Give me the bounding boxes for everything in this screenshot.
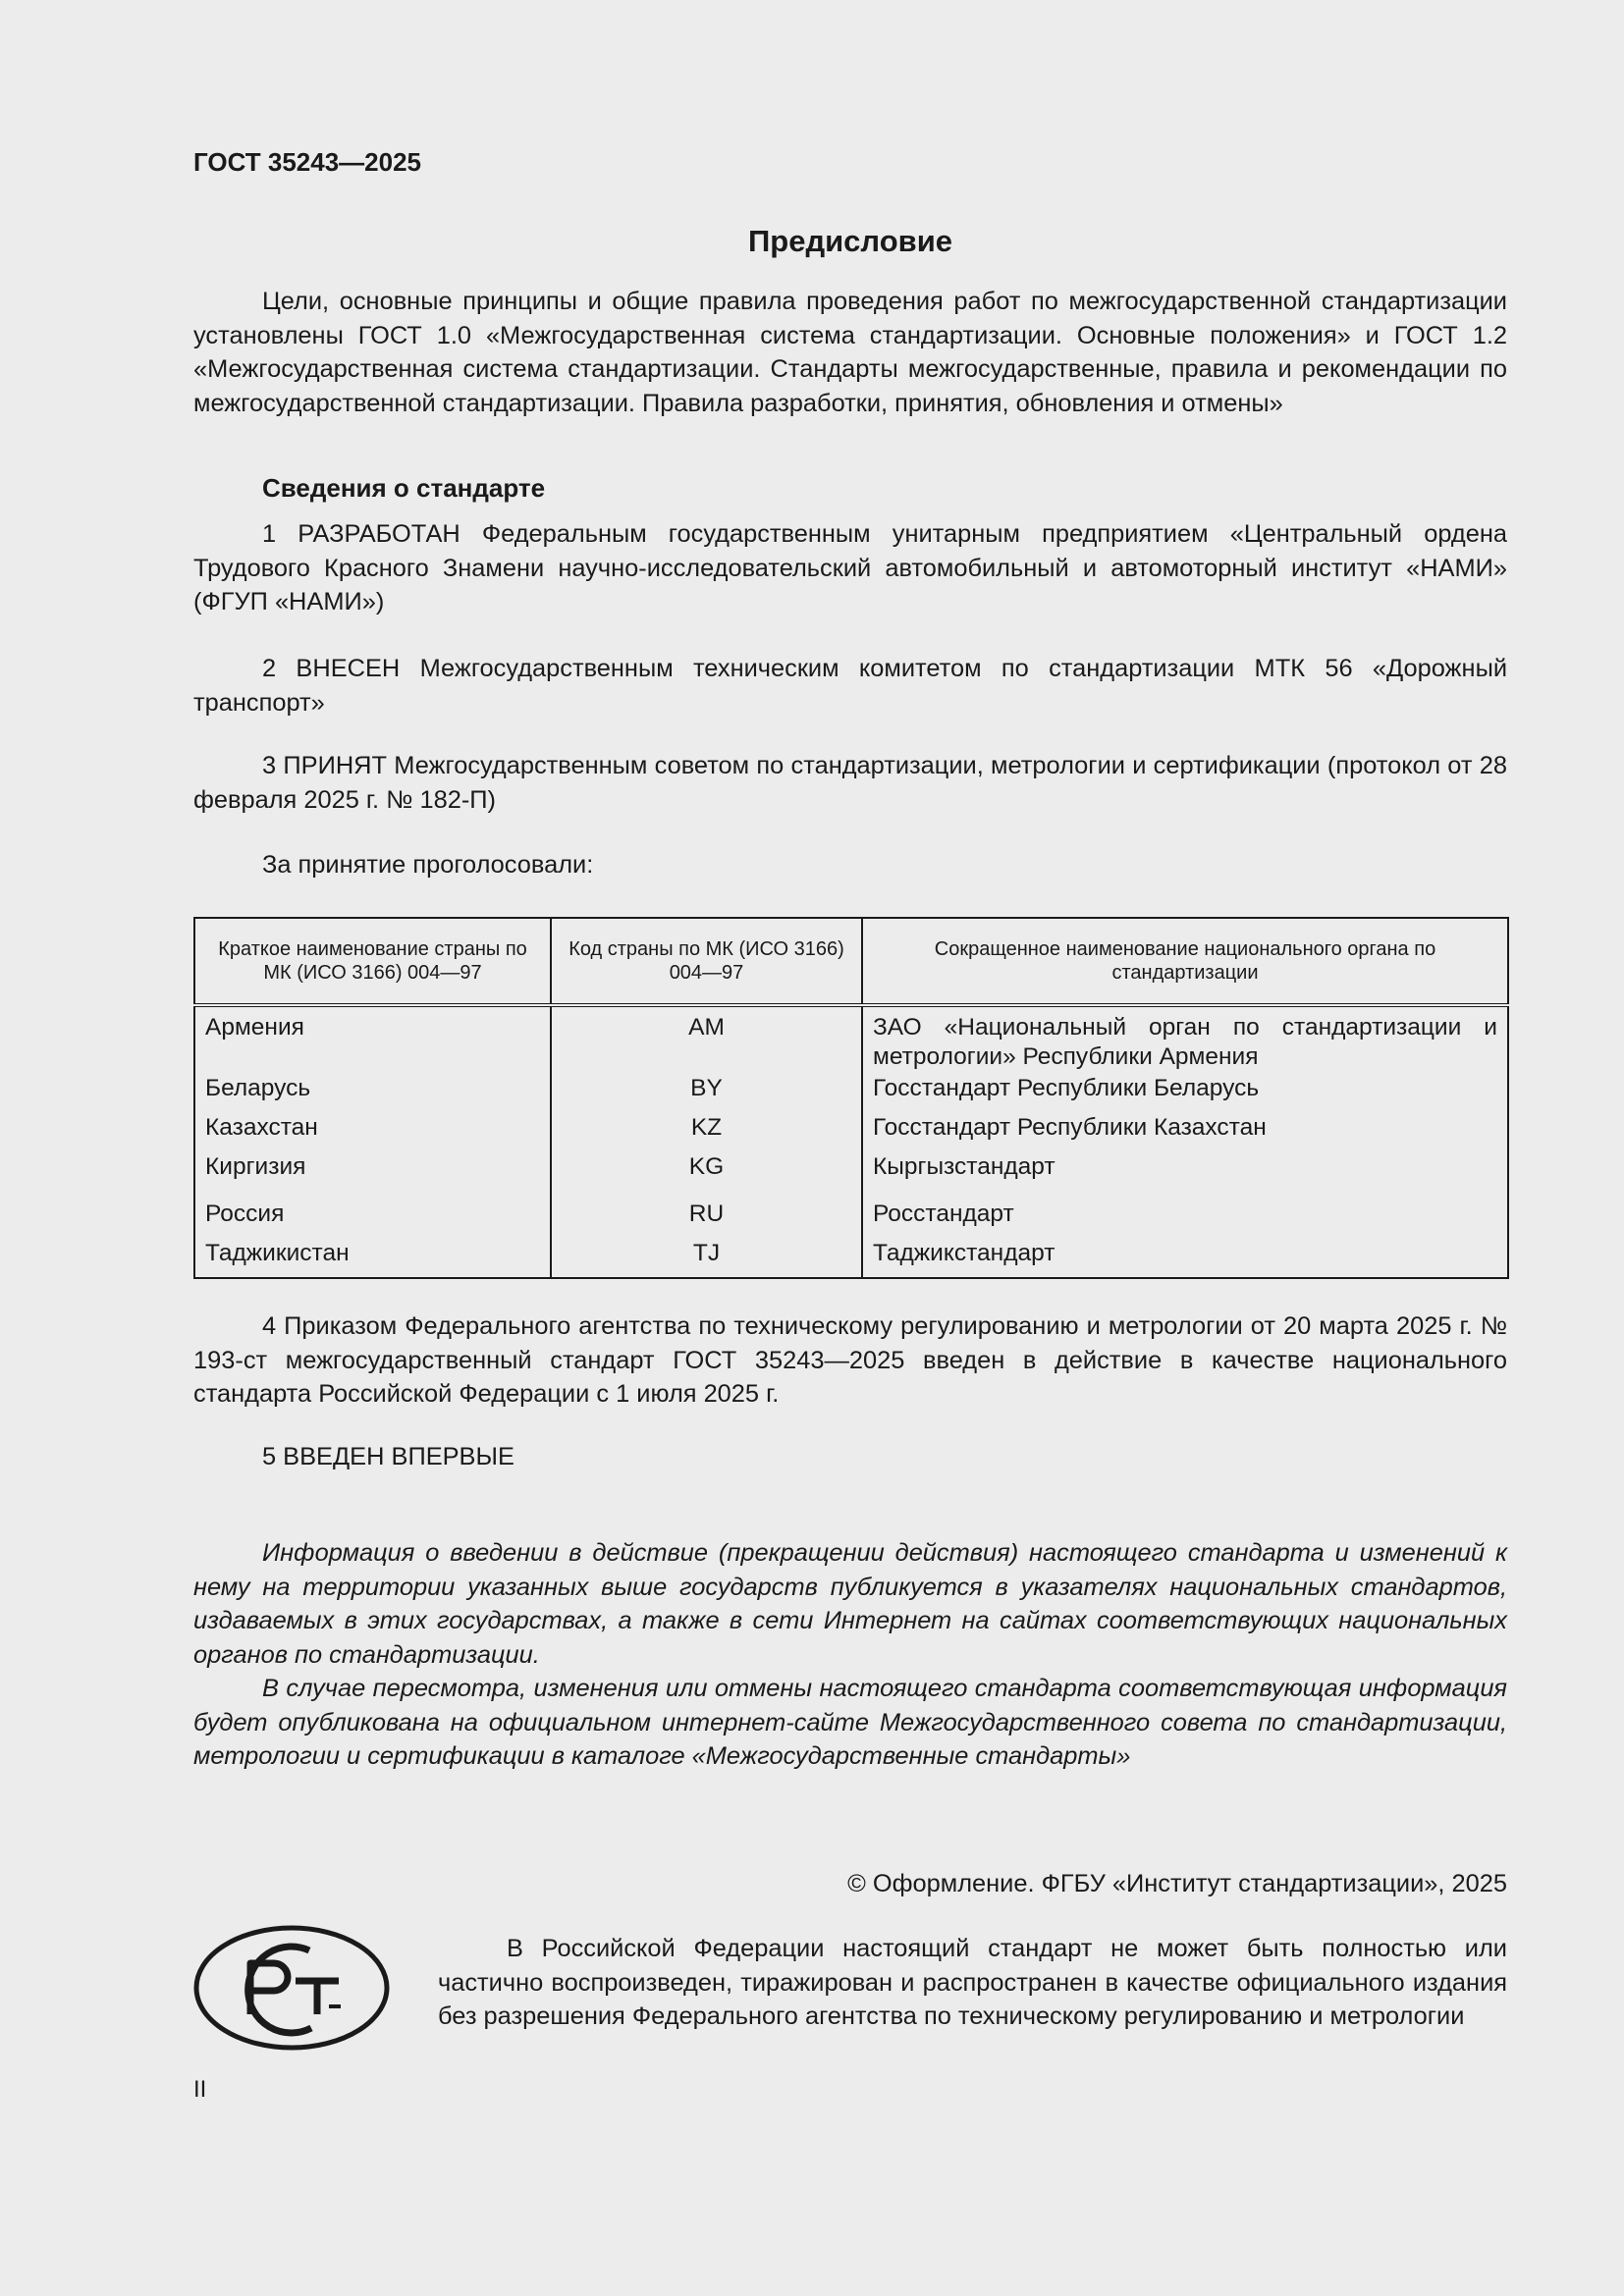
table-row xyxy=(194,1152,1508,1200)
column-header-organ: Сокращенное наименование национального органа по стандартизации xyxy=(862,918,1508,1005)
cell-code: BY xyxy=(551,1074,862,1113)
item-submitted: 2 ВНЕСЕН Межгосударственным техническим комитетом по стандартизации МТК 56 «Дорожный транспорт» xyxy=(193,655,1507,717)
cell-country: Россия xyxy=(194,1200,551,1239)
cell-country: Беларусь xyxy=(194,1074,551,1113)
cell-organ: Росстандарт xyxy=(862,1200,1508,1239)
item-enacted: 4 Приказом Федерального агентства по техническому регулированию и метрологии от 20 марта 2025 г. № 193-ст межгосударственный стандарт ГОСТ 35243—2025 введен в действие в качестве национального стандарта Российской Федерации с 1 июля 2025 г. xyxy=(193,1312,1507,1408)
cell-code: RU xyxy=(551,1200,862,1239)
intro-paragraph: Цели, основные принципы и общие правила проведения работ по межгосударственной стандартизации установлены ГОСТ 1.0 «Межгосударственная система стандартизации. Основные положения» и ГОСТ 1.2 «Межгосударственная система стандартизации. Стандарты межгосударственные, правила и рекомендации по межгосударственной стандартизации. Правила разработки, принятия, обновления и отмены» xyxy=(193,288,1507,417)
page-title: Предисловие xyxy=(747,224,952,258)
table-row xyxy=(194,1113,1508,1152)
cell-country: Армения xyxy=(194,1005,551,1074)
document-code: ГОСТ 35243—2025 xyxy=(193,147,421,177)
cell-country: Казахстан xyxy=(194,1113,551,1152)
cell-country: Киргизия xyxy=(194,1152,551,1200)
rst-certification-mark-icon xyxy=(193,1924,390,2052)
column-header-code: Код страны по МК (ИСО 3166) 004—97 xyxy=(551,918,862,1005)
page-number: II xyxy=(193,2076,207,2103)
cell-code: AM xyxy=(551,1005,862,1074)
item-first-introduced: 5 ВВЕДЕН ВПЕРВЫЕ xyxy=(262,1443,514,1470)
cell-country: Таджикистан xyxy=(194,1239,551,1278)
notice-paragraph: Информация о введении в действие (прекращении действия) настоящего стандарта и изменений к нему на территории указанных выше государств публикуется в указателях национальных стандартов, издаваемых в этих государствах, а также в сети Интернет на сайтах соответствующих национальных органов по стандартизации. xyxy=(193,1539,1507,1669)
table-row xyxy=(194,1239,1508,1278)
cell-code: KZ xyxy=(551,1113,862,1152)
cell-organ: Госстандарт Республики Беларусь xyxy=(862,1074,1508,1113)
voting-table xyxy=(193,917,1509,1279)
copyright-line: © Оформление. ФГБУ «Институт стандартизации», 2025 xyxy=(847,1870,1507,1897)
table-row xyxy=(194,1200,1508,1239)
cell-organ: Таджикстандарт xyxy=(862,1239,1508,1278)
cell-organ: ЗАО «Национальный орган по стандартизации и метрологии» Республики Армения xyxy=(862,1005,1508,1074)
table-row xyxy=(194,1074,1508,1113)
rights-notice: В Российской Федерации настоящий стандарт не может быть полностью или частично воспроизведен, тиражирован и распространен в качестве официального издания без разрешения Федерального агентства по техническому регулированию и метрологии xyxy=(438,1935,1507,2030)
cell-organ: Госстандарт Республики Казахстан xyxy=(862,1113,1508,1152)
table-header-row xyxy=(194,918,1508,1005)
item-developed: 1 РАЗРАБОТАН Федеральным государственным унитарным предприятием «Центральный ордена Трудового Красного Знамени научно-исследовательский автомобильный и автомоторный институт «НАМИ» (ФГУП «НАМИ») xyxy=(193,520,1507,615)
cell-organ: Кыргызстандарт xyxy=(862,1152,1508,1200)
cell-code: TJ xyxy=(551,1239,862,1278)
table-row xyxy=(194,1005,1508,1074)
notice-paragraph-2: В случае пересмотра, изменения или отмены настоящего стандарта соответствующая информация будет опубликована на официальном интернет-сайте Межгосударственного совета по стандартизации, метрологии и сертификации в каталоге «Межгосударственные стандарты» xyxy=(193,1675,1507,1770)
voted-label: За принятие проголосовали: xyxy=(262,851,594,879)
info-heading: Сведения о стандарте xyxy=(262,473,546,503)
column-header-country: Краткое наименование страны по МК (ИСО 3166) 004—97 xyxy=(194,918,551,1005)
cell-code: KG xyxy=(551,1152,862,1200)
item-adopted: 3 ПРИНЯТ Межгосударственным советом по стандартизации, метрологии и сертификации (протокол от 28 февраля 2025 г. № 182-П) xyxy=(193,752,1507,814)
